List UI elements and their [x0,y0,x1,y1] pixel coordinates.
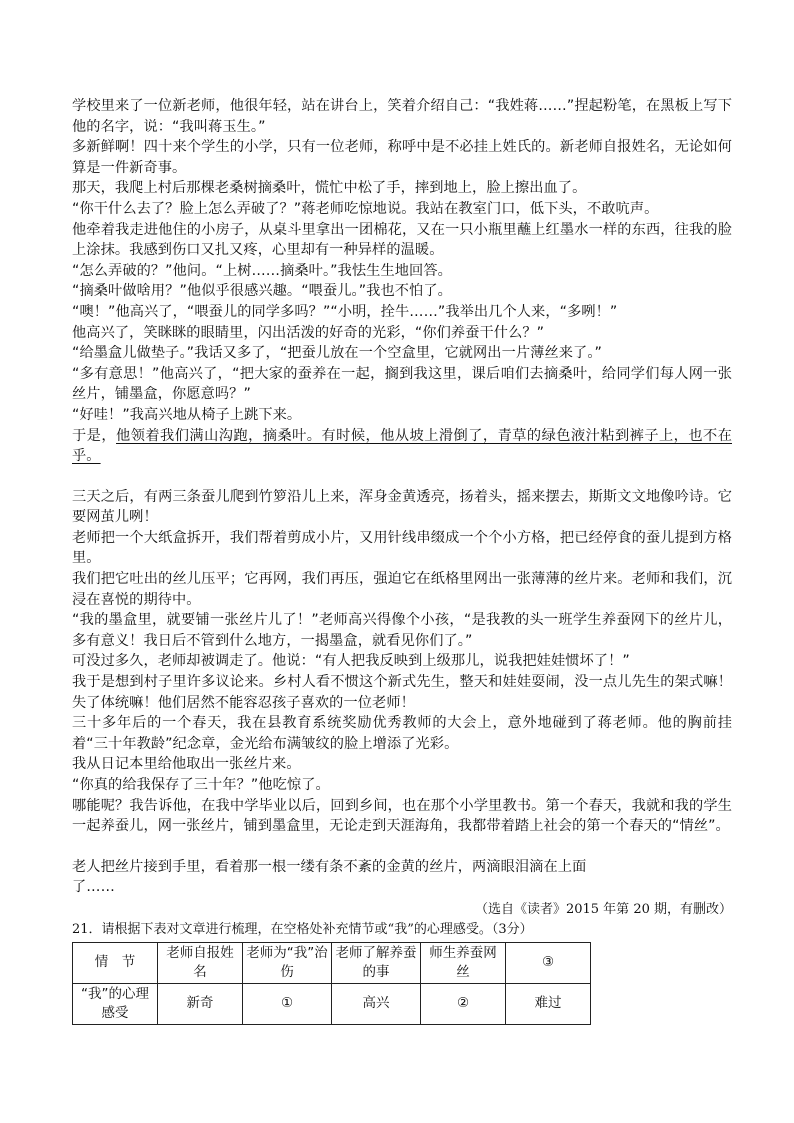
paragraph: “给墨盒儿做垫子。”我话又多了，“把蚕儿放在一个空盒里，它就网出一片薄丝来了。” [72,345,602,362]
paragraph: 三天之后，有两三条蚕儿爬到竹箩沿儿上来，浑身金黄透亮，扬着头，摇来摆去，斯斯文文地像吟诗。它要网茧儿咧！ [72,488,732,526]
paragraph: 学校里来了一位新老师，他很年轻，站在讲台上，笑着介绍自己：“我姓蒋……”捏起粉笔，在黑板上写下他的名字，说：“我叫蒋玉生。” [72,98,732,135]
paragraph: 三十多年后的一个春天，我在县教育系统奖励优秀教师的大会上，意外地碰到了蒋老师。他的胸前挂着“三十年教龄”纪念章，金光给布满皱纹的脸上增添了光彩。 [72,715,732,752]
table-cell: 老师为“我”治伤 [243,942,332,983]
table-cell: 新奇 [158,983,243,1024]
story-part-a [72,96,732,467]
paragraph: 那天，我爬上村后那棵老桑树摘桑叶，慌忙中松了手，摔到地上，脸上擦出血了。 [72,180,587,197]
paragraph: “我的墨盒里，就要铺一张丝片儿了！”老师高兴得像个小孩，“是我教的头一班学生养蚕网下的丝片儿，多有意义！我日后不管到什么地方，一揭墨盒，就看见你们了。” [72,612,732,649]
underlined-sentence: 他领着我们满山沟跑，摘桑叶。有时候，他从坡上滑倒了，青草的绿色液汁粘到裤子上，也不在乎。 [72,427,732,465]
paragraph: 老师把一个大纸盒拆开，我们帮着剪成小片，又用针线串缀成一个个小方格，把已经停食的蚕儿提到方格里。 [72,529,732,567]
question-21: 21．请根据下表对文章进行梳理，在空格处补充情节或“我”的心理感受。（3分） [72,921,533,937]
table-cell: “我”的心理感受 [73,983,158,1024]
table-cell: 师生养蚕网丝 [421,942,506,983]
table-row [73,983,591,1024]
summary-table [72,942,591,1025]
paragraph: “噢！”他高兴了，“喂蚕儿的同学多吗？”“小明，拴牛……”我举出几个人来，“多咧！” [72,303,618,320]
paragraph: “你真的给我保存了三十年？”他吃惊了。 [72,777,330,793]
document-page [72,96,732,1025]
closing-line-end: 了…… [72,879,115,896]
paragraph: “你干什么去了？脸上怎么弄破了？”蒋老师吃惊地说。我站在教室门口，低下头，不敢吭声。 [72,200,659,217]
table-cell: 高兴 [332,983,421,1024]
paragraph: 他牵着我走进他住的小房子，从桌斗里拿出一团棉花，又在一只小瓶里蘸上红墨水一样的东西，往我的脸上涂抹。我感到伤口又扎又疼，心里却有一种异样的温暖。 [72,221,732,259]
underline-prefix: 于是， [72,427,117,444]
table-cell: ① [243,983,332,1024]
table-cell: 老师自报姓名 [158,942,243,983]
paragraph-gap [72,837,732,857]
table-row [73,942,591,983]
source-citation: （选自《读者》2015 年第 20 期，有删改） [474,901,732,917]
paragraph: “怎么弄破的？”他问。“上树……摘桑叶。”我怯生生地回答。 [72,262,452,279]
table-cell: 难过 [506,983,591,1024]
paragraph: “多有意思！”他高兴了，“把大家的蚕养在一起，搁到我这里，课后咱们去摘桑叶，给同学们每人网一张丝片，铺墨盒，你愿意吗？” [72,365,732,403]
table-cell: 老师了解养蚕的事 [332,942,421,983]
paragraph: 哪能呢？我告诉他，在我中学毕业以后，回到乡间，也在那个小学里教书。第一个春天，我就和我的学生一起养蚕儿，网一张丝片，铺到墨盒里，无论走到天涯海角，我都带着踏上社会的第一个春天的“情丝”。 [72,797,732,835]
table-cell: 情 节 [73,942,158,983]
paragraph: 我于是想到村子里许多议论来。乡村人看不惯这个新式先生，整天和娃娃耍闹，没一点儿先生的架式嘛！失了体统嘛！他们居然不能容忍孩子喜欢的一位老师！ [72,674,732,711]
table-cell: ② [421,983,506,1024]
paragraph: “好哇！”我高兴地从椅子上跳下来。 [72,406,302,423]
paragraph-gap [72,467,732,487]
paragraph: 我从日记本里给他取出一张丝片来。 [72,756,301,773]
paragraph: 可没过多久，老师却被调走了。他说：“有人把我反映到上级那儿，说我把娃娃惯坏了！” [72,653,630,670]
table-cell: ③ [506,942,591,983]
closing-line: 老人把丝片接到手里，看着那一根一缕有条不紊的金黄的丝片，两滴眼泪滴在上面 [72,858,587,875]
paragraph: 我们把它吐出的丝儿压平；它再网，我们再压，强迫它在纸格里网出一张薄薄的丝片来。老师和我们，沉浸在喜悦的期待中。 [72,571,732,608]
underlined-paragraph [72,426,732,467]
paragraph: 他高兴了，笑眯眯的眼睛里，闪出活泼的好奇的光彩，“你们养蚕干什么？” [72,324,545,341]
story-part-b [72,487,732,837]
paragraph: 多新鲜啊！四十来个学生的小学，只有一位老师，称呼中是不必挂上姓氏的。新老师自报姓名，无论如何算是一件新奇事。 [72,139,732,176]
paragraph: “摘桑叶做啥用？”他似乎很感兴趣。“喂蚕儿。”我也不怕了。 [72,283,452,300]
